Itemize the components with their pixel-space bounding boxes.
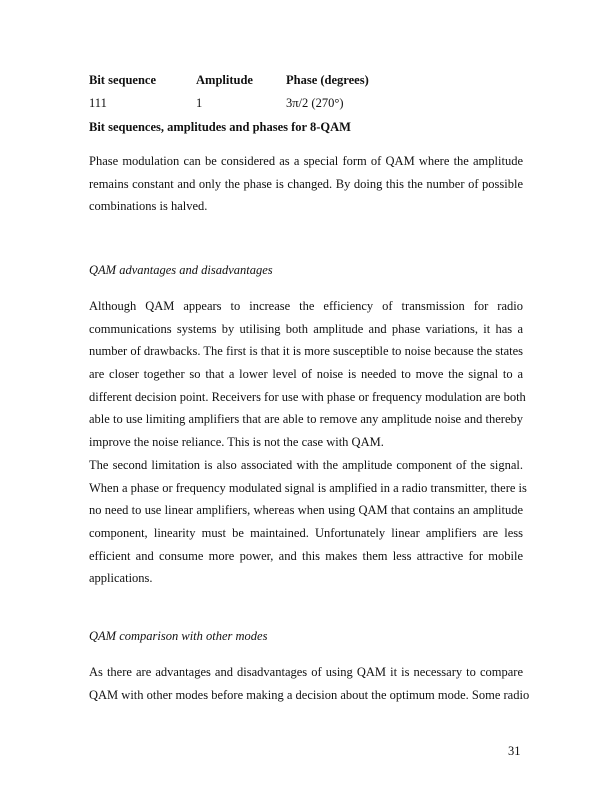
page-number: 31 <box>508 744 521 758</box>
section-heading: QAM comparison with other modes <box>89 629 268 643</box>
paragraph-line: The second limitation is also associated with the amplitude component of the signal. <box>89 458 523 472</box>
table-header-phase: Phase (degrees) <box>286 73 369 87</box>
table-cell-amplitude: 1 <box>196 96 203 110</box>
table-caption: Bit sequences, amplitudes and phases for 8-QAM <box>89 120 351 134</box>
paragraph-line: number of drawbacks. The first is that it is more susceptible to noise because the states <box>89 344 523 359</box>
paragraph-line: no need to use linear amplifiers, whereas when using QAM that contains an amplitude <box>89 503 523 518</box>
paragraph-line: able to use limiting amplifiers that are able to remove any amplitude noise and thereby <box>89 412 523 427</box>
paragraph <box>89 454 527 590</box>
paragraph-line: communications systems by utilising both amplitude and phase variations, it has a <box>89 321 523 336</box>
table-cell-phase: 3π/2 (270°) <box>286 96 344 110</box>
table-header-bit-sequence: Bit sequence <box>89 73 157 87</box>
paragraph <box>89 150 523 218</box>
section-heading: QAM advantages and disadvantages <box>89 263 273 277</box>
paragraph-line: As there are advantages and disadvantages of using QAM it is necessary to compare <box>89 665 523 679</box>
table-cell-bit-sequence: 111 <box>89 96 107 110</box>
paragraph-line: improve the noise reliance. This is not the case with QAM. <box>89 435 384 450</box>
paragraph-line: When a phase or frequency modulated signal is amplified in a radio transmitter, there is <box>89 480 527 495</box>
paragraph-line: component, linearity must be maintained. Unfortunately linear amplifiers are less <box>89 526 523 541</box>
paragraph-line: Although QAM appears to increase the efficiency of transmission for radio <box>89 299 523 313</box>
paragraph-line: combinations is halved. <box>89 199 208 214</box>
table-header-amplitude: Amplitude <box>196 73 253 87</box>
paragraph-line: Phase modulation can be considered as a special form of QAM where the amplitude <box>89 154 523 168</box>
paragraph-line: QAM with other modes before making a decision about the optimum mode. Some radio <box>89 687 530 702</box>
paragraph <box>89 295 526 454</box>
paragraph-line: different decision point. Receivers for use with phase or frequency modulation are both <box>89 389 526 404</box>
paragraph-line: remains constant and only the phase is changed. By doing this the number of possible <box>89 176 523 191</box>
paragraph-line: are closer together so that a lower level of noise is needed to move the signal to a <box>89 367 523 382</box>
paragraph-line: efficient and consume more power, and this makes them less attractive for mobile <box>89 548 523 563</box>
paragraph <box>89 661 530 706</box>
paragraph-line: applications. <box>89 571 153 586</box>
